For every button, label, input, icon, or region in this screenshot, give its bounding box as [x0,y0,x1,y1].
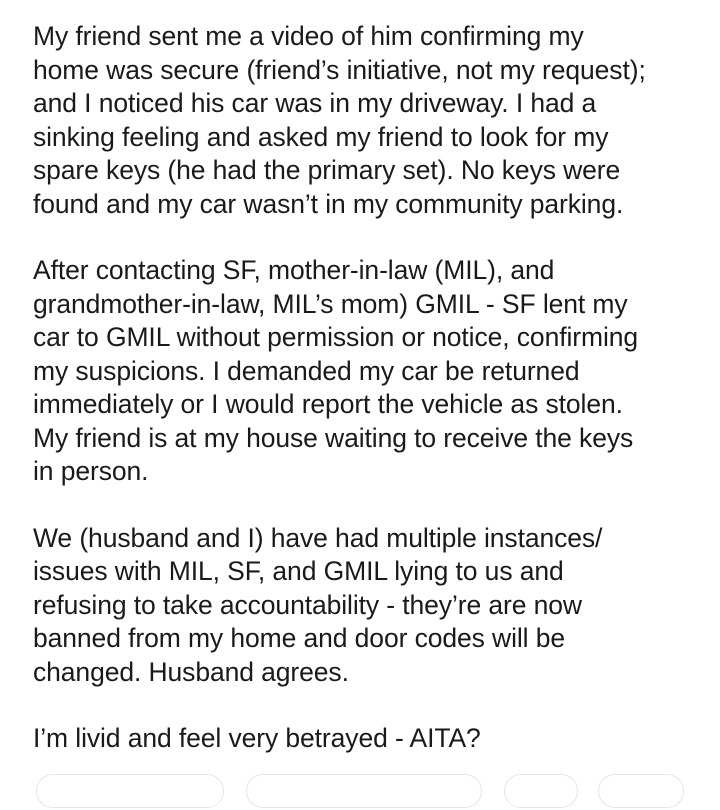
post-action-bar [0,770,720,810]
text-line: in person. [33,456,149,486]
text-line: My friend is at my house waiting to receive the keys [33,422,634,453]
text-line: grandmother-in-law, MIL’s mom) GMIL - SF lent my [33,288,628,319]
text-line: After contacting SF, mother-in-law (MIL), and [33,255,555,285]
text-line: We (husband and I) have had multiple instances/ [33,522,603,553]
text-line: and I noticed his car was in my driveway. I had a [33,88,597,118]
text-line: immediately or I would report the vehicle as stolen. [33,389,623,419]
text-line: My friend sent me a video of him confirming my [33,21,584,51]
post-paragraph-4 [33,722,703,756]
award-button[interactable] [504,774,578,808]
text-line: sinking feeling and asked my friend to look for my [33,121,609,152]
text-line: found and my car wasn’t in my community parking. [33,188,624,219]
post-paragraph-1 [33,20,703,221]
text-line: changed. Husband agrees. [33,656,349,687]
text-line: I’m livid and feel very betrayed - AITA? [33,723,481,753]
text-line: refusing to take accountability - they’re are now [33,589,582,620]
comments-button[interactable] [246,774,482,808]
share-button[interactable] [598,774,684,808]
text-line: spare keys (he had the primary set). No keys were [33,155,621,185]
text-line: banned from my home and door codes will be [33,623,565,653]
post-body [33,20,703,756]
post-paragraph-2 [33,254,703,489]
post-paragraph-3 [33,522,703,690]
text-line: car to GMIL without permission or notice, confirming [33,322,639,352]
text-line: my suspicions. I demanded my car be returned [33,355,580,386]
text-line: home was secure (friend’s initiative, not my request); [33,54,646,85]
text-line: issues with MIL, SF, and GMIL lying to us and [33,556,564,586]
vote-button[interactable] [36,774,224,808]
